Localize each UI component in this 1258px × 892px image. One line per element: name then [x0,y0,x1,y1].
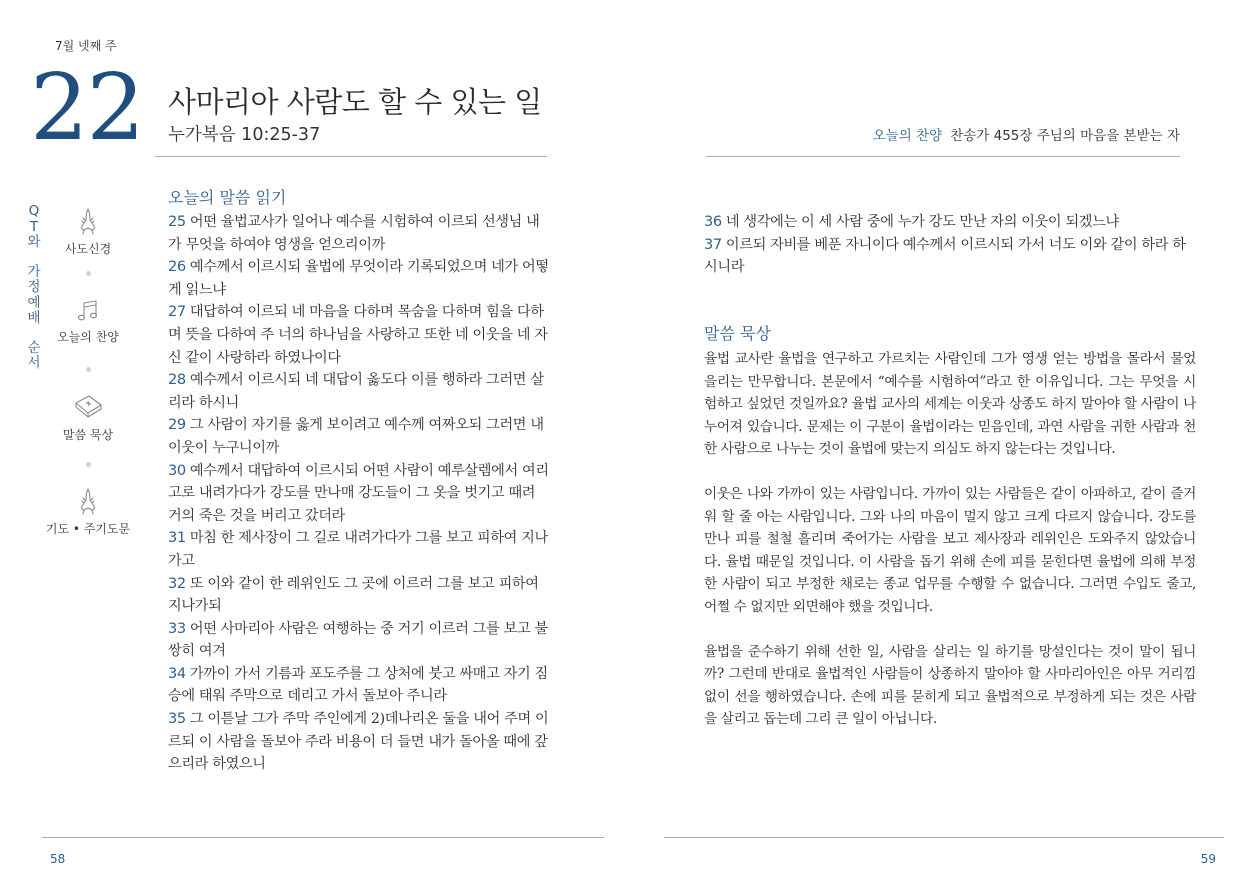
verse-number: 27 [168,303,186,321]
verse [704,234,1196,279]
verse [168,663,552,708]
praying-hands-icon [73,486,103,516]
music-note-icon [75,298,101,324]
verse-text: 네 생각에는 이 세 사람 중에 누가 강도 만난 자의 이웃이 되겠느냐 [725,214,1119,230]
verse-number: 34 [168,664,186,682]
verse-number: 32 [168,574,186,592]
header-divider-left [155,156,547,157]
verse-text: 어떤 사마리아 사람은 여행하는 중 거기 이르러 그를 보고 불쌍히 여겨 [168,620,548,660]
vertical-char: 가 [27,263,41,280]
verse-number: 33 [168,619,186,637]
verse-text: 그 사람이 자기를 옳게 보이려고 예수께 여짜오되 그러면 내 이웃이 누구니이까 [168,417,544,456]
verse-text: 어떤 율법교사가 일어나 예수를 시험하여 이르되 선생님 내가 무엇을 하여야 영생을 얻으리이까 [168,214,540,253]
hymn-text: 찬송가 455장 주님의 마음을 본받는 자 [950,128,1180,144]
vertical-char: 순 [27,339,41,356]
verse-text: 마침 한 제사장이 그 길로 내려가다가 그를 보고 피하여 지나가고 [168,530,548,569]
reading-verses [168,211,552,776]
meditation-body [704,348,1196,753]
verse [704,211,1196,234]
verse-text: 예수께서 이르시되 율법에 무엇이라 기록되었으며 네가 어떻게 읽느냐 [168,259,549,298]
verse-text: 예수께서 대답하여 이르시되 어떤 사람이 예루살렘에서 여리고로 내려가다가 강도를 만나매 강도들이 그 옷을 벗기고 때려 거의 죽은 것을 버리고 갔더라 [168,462,549,524]
sidebar-item-meditation [40,392,136,443]
footer-divider-left [42,837,604,838]
meditation-paragraph: 율법을 준수하기 위해 선한 일, 사람을 살리는 일 하기를 망설인다는 것이 말이 됩니까? 그런데 반대로 율법적인 사람들이 상종하지 말아야 할 사마리아인은 아무 거리낌없이 선을 행하였습니다. 손에 피를 묻히게 되고 율법적으로 부정하게 되는 것은 사람을 살리고 돕는데 그리 큰 일이 아닙니다. [704,643,1196,728]
week-label: 7월 넷째 주 [55,39,117,53]
verse [168,618,552,663]
sidebar-item-apostles-creed [40,206,136,257]
verse-text: 또 이와 같이 한 레위인도 그 곳에 이르러 그를 보고 피하여 지나가되 [168,575,539,615]
verse [168,460,552,528]
verse-text: 예수께서 이르시되 네 대답이 옳도다 이를 행하라 그러면 살리라 하시니 [168,372,544,411]
verse-text: 가까이 가서 기름과 포도주를 그 상처에 붓고 싸매고 자기 짐승에 태워 주막으로 데리고 가서 돌보아 주니라 [168,665,548,705]
page-number-left: 58 [50,852,66,866]
reading-heading: 오늘의 말씀 읽기 [168,188,287,207]
hymn-label: 오늘의 찬양 [872,128,943,144]
sidebar-separator-dot [86,462,91,467]
verse-text: 이르되 자비를 베푼 자니이다 예수께서 이르시되 가서 너도 이와 같이 하라 하시니라 [704,236,1186,276]
praying-hands-icon [73,206,103,236]
scripture-reference: 누가복음 10:25-37 [168,125,321,145]
vertical-char: 예 [27,294,41,311]
verse [168,256,552,301]
verse-number: 35 [168,710,186,728]
verse-number: 25 [168,213,186,230]
sidebar-item-label: 말씀 묵상 [62,428,114,442]
header-divider-right [706,156,1180,157]
day-number: 22 [30,54,144,161]
reading-verses-continued [704,211,1196,279]
footer-divider-right [664,837,1224,838]
page-number-right: 59 [1200,852,1216,866]
sidebar-item-label: 기도 • 주기도문 [45,522,131,536]
verse-number: 36 [704,213,722,230]
sidebar-separator-dot [86,367,91,372]
meditation-heading: 말씀 묵상 [704,324,771,343]
verse-number: 37 [704,235,722,253]
verse [168,301,552,369]
vertical-char: 정 [27,279,41,295]
vertical-char: Q [28,203,40,219]
sidebar-item-label: 사도신경 [64,242,112,256]
vertical-char: 와 [27,234,41,250]
verse [168,369,552,414]
verse [168,573,552,618]
verse-number: 29 [168,416,186,434]
verse-text: 그 이튿날 그가 주막 주인에게 2)데나리온 둘을 내어 주며 이르되 이 사람을 돌보아 주라 비용이 더 들면 내가 돌아올 때에 갚으리라 하였으니 [168,711,549,773]
sidebar-separator-dot [86,271,91,276]
vertical-char: 서 [27,355,41,371]
sidebar-item-todays-hymn [40,298,136,345]
verse [168,708,552,776]
bible-icon [72,392,104,422]
sidebar-item-label: 오늘의 찬양 [57,330,119,344]
meditation-paragraph: 율법 교사란 율법을 연구하고 가르치는 사람인데 그가 영생 얻는 방법을 몰라서 물었을리는 만무합니다. 본문에서 “예수를 시험하여”라고 한 이유입니다. 그는 무엇을 시험하고 싶었던 것일까요? 율법 교사의 세계는 이웃과 상종도 하지 말아야 할 사람이 나누어져 있습니다. 문제는 이 구분이 율법이라는 믿음인데, 과연 사람을 귀한 사람과 천한 사람으로 나누는 것이 율법에 맞는지 의심도 하지 않는다는 것입니다. [704,351,1196,458]
vertical-char: T [29,218,39,235]
meditation-paragraph: 이웃은 나와 가까이 있는 사람입니다. 가까이 있는 사람들은 같이 아파하고, 같이 즐거워 할 줄 아는 사람입니다. 그와 나의 마음이 멀지 않고 크게 다르지 않습니다. 강도를 만나 피를 철철 흘리며 죽어가는 사람을 보고 제사장과 레위인은 도와주지 않았습니다. 율법 때문일 것입니다. 이 사람을 돕기 위해 손에 피를 묻힌다면 율법에 의해 부정한 사람이 되고 부정한 채로는 종교 업무를 수행할 수 없습니다. 그러면 수입도 줄고, 어쩔 수 없지만 외면해야 했을 것입니다. [704,485,1196,615]
verse [168,414,552,459]
verse-number: 30 [168,461,186,479]
verse [168,211,552,256]
verse [168,527,552,572]
sidebar-item-prayer [40,486,136,537]
verse-number: 28 [168,371,186,389]
vertical-char: 배 [27,310,41,326]
verse-text: 대답하여 이르되 네 마음을 다하며 목숨을 다하며 힘을 다하며 뜻을 다하여 주 너의 하나님을 사랑하고 또한 네 이웃을 네 자신 같이 사랑하라 하였나이다 [168,304,548,366]
page-title: 사마리아 사람도 할 수 있는 일 [168,85,542,119]
verse-number: 26 [168,258,186,276]
todays-hymn [873,124,1180,144]
verse-number: 31 [168,529,186,547]
